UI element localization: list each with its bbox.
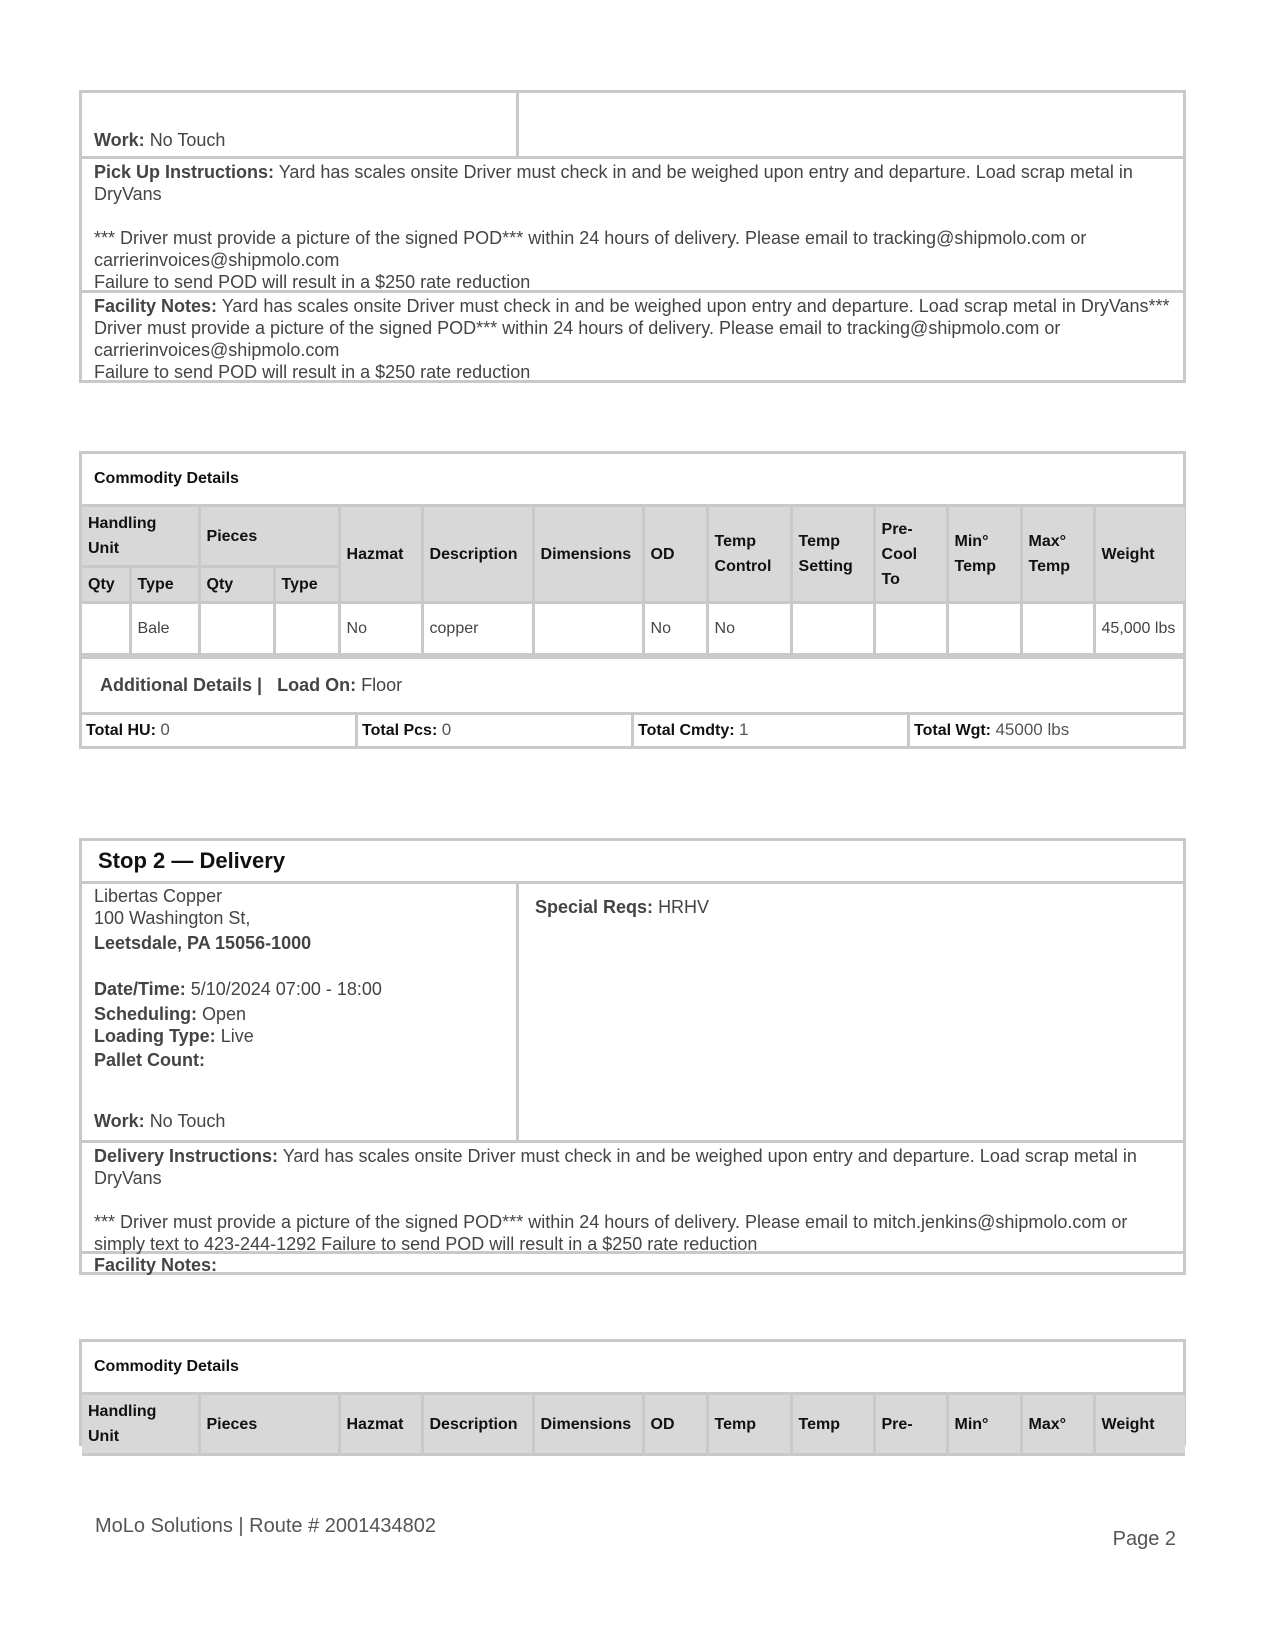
additional-details-label: Additional Details | [100, 675, 263, 695]
load-on-value: Floor [361, 675, 403, 695]
loading-type-label: Loading Type: [94, 1026, 216, 1046]
pickup-instructions [82, 156, 1183, 290]
col-temp-control: Temp [707, 1394, 791, 1455]
commodity-table [82, 504, 1185, 656]
footer-route: MoLo Solutions | Route # 2001434802 [95, 1515, 437, 1537]
street-address: 100 Washington St, [94, 908, 251, 928]
table-row [82, 603, 1185, 655]
cell-pc-qty [199, 603, 274, 655]
commodity-table [82, 1392, 1185, 1456]
col-hazmat: Hazmat [339, 506, 422, 603]
work-label: Work: [94, 130, 145, 150]
col-temp-setting: Temp Setting [791, 506, 874, 603]
col-weight: Weight [1094, 506, 1185, 603]
stop2-info-row [82, 881, 1183, 1140]
spacer [94, 1071, 504, 1110]
work-label: Work: [94, 1111, 145, 1131]
cell-weight: 45,000 lbs [1094, 603, 1185, 655]
cell-hazmat: No [339, 603, 422, 655]
col-handling-unit: Handling Unit [82, 506, 199, 567]
col-description: Description [422, 1394, 533, 1455]
header-row-1 [82, 506, 1185, 567]
header-row-1 [82, 1394, 1185, 1455]
total-cmdty [634, 715, 910, 746]
scheduling-value: Open [202, 1004, 247, 1024]
col-handling-unit: Handling Unit [82, 1394, 199, 1455]
col-pre-cool-to: Pre-Cool To [874, 506, 947, 603]
facility-text-2: Failure to send POD will result in a $250 rate reduction [94, 362, 531, 382]
delivery-instructions [82, 1140, 1183, 1254]
stop2-title: Stop 2 — Delivery [98, 848, 286, 873]
delivery-text-2: *** Driver must provide a picture of the signed POD*** within 24 hours of delivery. Please email to mitch.jenkins@shipmolo.com or simply text to 423-244-1292 Failure to send POD will result in a $250 rate reduction [94, 1212, 1128, 1254]
total-pcs [358, 715, 634, 746]
col-max-temp: Max° [1021, 1394, 1094, 1455]
cell-min-temp [947, 603, 1021, 655]
col-weight: Weight [1094, 1394, 1185, 1455]
col-hu-qty: Qty [82, 567, 130, 603]
spacer [94, 205, 1171, 227]
col-pc-type: Type [274, 567, 339, 603]
spacer [94, 954, 504, 978]
work-value: No Touch [149, 1111, 226, 1131]
total-hu-value: 0 [160, 720, 170, 739]
pickup-line-1 [94, 161, 1171, 205]
total-wgt-value: 45000 lbs [995, 720, 1070, 739]
col-od: OD [643, 506, 707, 603]
load-on-label: Load On: [277, 675, 357, 695]
cell-hu-qty [82, 603, 130, 655]
col-temp-control: Temp Control [707, 506, 791, 603]
col-temp-setting: Temp [791, 1394, 874, 1455]
col-pre-cool-to: Pre- [874, 1394, 947, 1455]
total-hu [82, 715, 358, 746]
col-hu-type: Type [130, 567, 199, 603]
col-description: Description [422, 506, 533, 603]
total-hu-label: Total HU: [86, 722, 156, 739]
scheduling [94, 1003, 504, 1025]
total-cmdty-label: Total Cmdty: [638, 722, 735, 739]
company-name: Libertas Copper [94, 886, 223, 906]
cell-max-temp [1021, 603, 1094, 655]
facility-notes [82, 290, 1183, 380]
stop1-work [82, 93, 519, 156]
commodity-title: Commodity Details [94, 470, 239, 487]
cell-temp-control: No [707, 603, 791, 655]
spacer [94, 1189, 1171, 1211]
cell-od: No [643, 603, 707, 655]
facility-label: Facility Notes: [94, 1255, 218, 1275]
commodity-details-2 [79, 1339, 1186, 1446]
scheduling-label: Scheduling: [94, 1004, 197, 1024]
facility-line-1 [94, 295, 1171, 361]
datetime-value: 5/10/2024 07:00 - 18:00 [190, 979, 382, 999]
special-reqs-label: Special Reqs: [535, 897, 654, 917]
col-pieces: Pieces [199, 1394, 339, 1455]
col-hazmat: Hazmat [339, 1394, 422, 1455]
total-cmdty-value: 1 [739, 720, 749, 739]
work-value: No Touch [149, 130, 226, 150]
footer-page-number: Page 2 [1112, 1528, 1176, 1550]
col-dimensions: Dimensions [533, 506, 643, 603]
pallet-count-label: Pallet Count: [94, 1050, 205, 1070]
facility-label: Facility Notes: [94, 296, 218, 316]
special-reqs-value: HRHV [658, 897, 710, 917]
cell-dimensions [533, 603, 643, 655]
loading-type-value: Live [220, 1026, 254, 1046]
col-od: OD [643, 1394, 707, 1455]
stop2-address-block [82, 884, 519, 1140]
special-reqs [519, 884, 1183, 1140]
stop2-work [94, 1110, 504, 1132]
total-wgt-label: Total Wgt: [914, 722, 992, 739]
delivery-text-1: Yard has scales onsite Driver must check in and be weighed upon entry and departure. Load scrap metal in DryVans [94, 1146, 1137, 1188]
col-min-temp: Min° [947, 1394, 1021, 1455]
col-min-temp: Min° Temp [947, 506, 1021, 603]
pickup-text-3: Failure to send POD will result in a $250 rate reduction [94, 272, 531, 292]
stop1-top-row [82, 93, 1183, 156]
col-max-temp: Max° Temp [1021, 506, 1094, 603]
col-dimensions: Dimensions [533, 1394, 643, 1455]
stop2-box [79, 838, 1186, 1275]
datetime [94, 978, 504, 1000]
commodity-title: Commodity Details [94, 1358, 239, 1375]
stop1-details-box [79, 90, 1186, 383]
pickup-text-2: *** Driver must provide a picture of the signed POD*** within 24 hours of delivery. Please email to tracking@shipmolo.com or carrierinvoices@shipmolo.com [94, 228, 1087, 270]
totals-row [82, 712, 1183, 746]
commodity-details-1 [79, 451, 1186, 749]
facility-text-1: Yard has scales onsite Driver must check in and be weighed upon entry and departure. Load scrap metal in DryVans*** Driver must provide a picture of the signed POD*** within 24 hours of delivery. Please email to tracking@shipmolo.com or carrierinvoices@shipmolo.com [94, 296, 1170, 360]
cell-pre-cool-to [874, 603, 947, 655]
col-pieces: Pieces [199, 506, 339, 567]
delivery-line-1 [94, 1145, 1171, 1189]
cell-pc-type [274, 603, 339, 655]
total-pcs-label: Total Pcs: [362, 722, 438, 739]
total-pcs-value: 0 [441, 720, 452, 739]
additional-details [82, 656, 1183, 712]
col-pc-qty: Qty [199, 567, 274, 603]
cell-hu-type: Bale [130, 603, 199, 655]
city-state-zip: Leetsdale, PA 15056-1000 [94, 933, 312, 953]
stop1-right-cell [519, 93, 1183, 156]
cell-description: copper [422, 603, 533, 655]
delivery-label: Delivery Instructions: [94, 1146, 279, 1166]
cell-temp-setting [791, 603, 874, 655]
pallet-count [94, 1049, 504, 1071]
pickup-label: Pick Up Instructions: [94, 162, 275, 182]
total-wgt [910, 715, 1183, 746]
loading-type [94, 1025, 504, 1047]
datetime-label: Date/Time: [94, 979, 186, 999]
pickup-text-1: Yard has scales onsite Driver must check in and be weighed upon entry and departure. Load scrap metal in DryVans [94, 162, 1133, 204]
